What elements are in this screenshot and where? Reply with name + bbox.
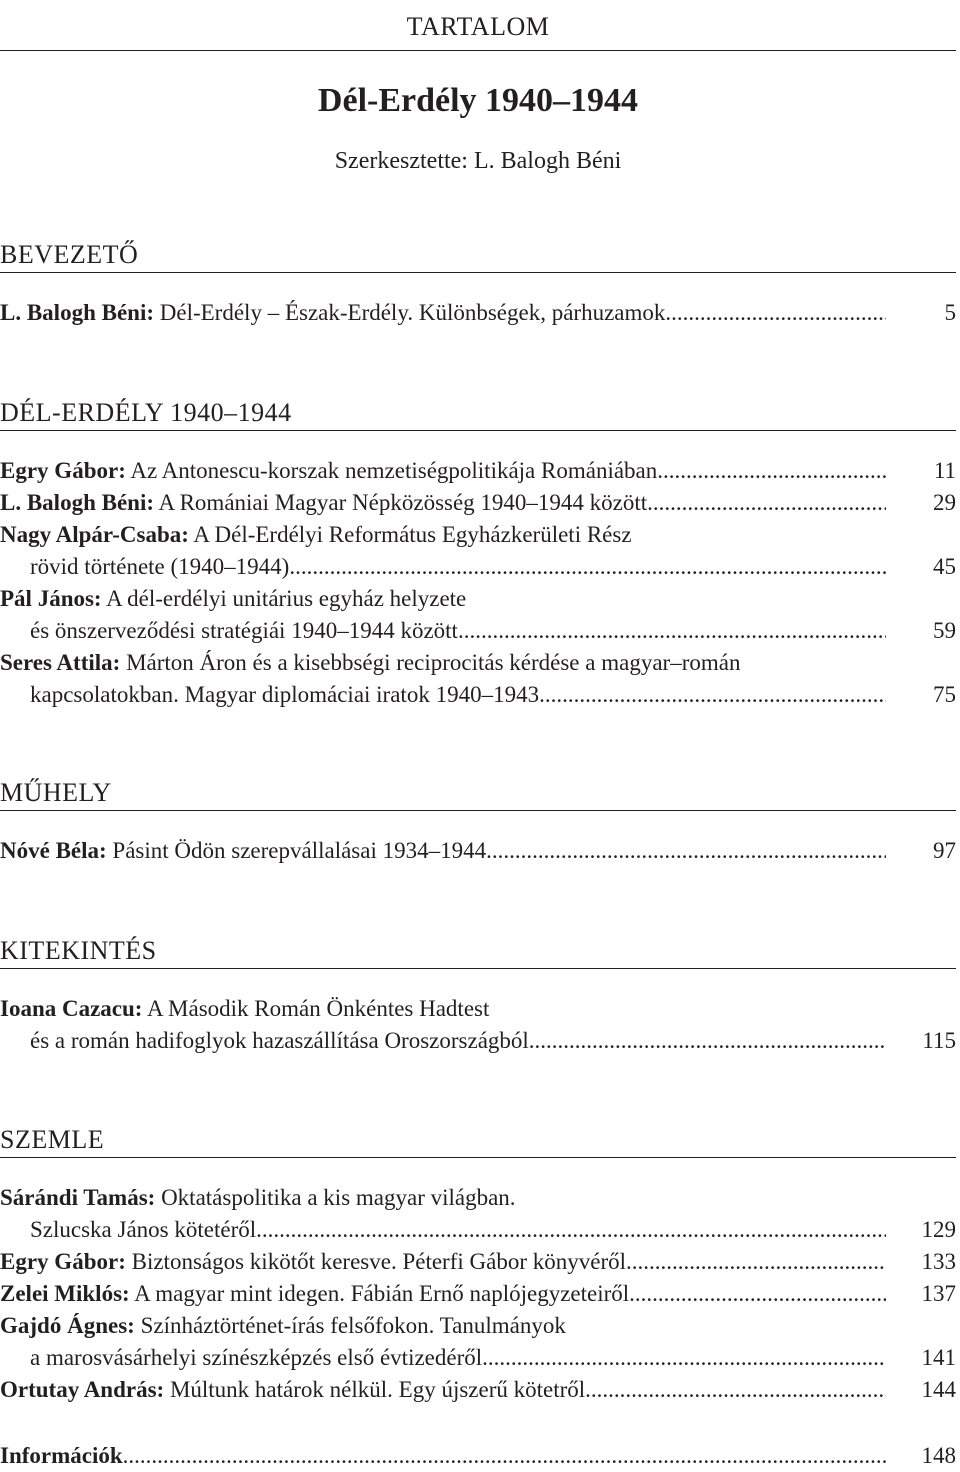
toc-entry[interactable] <box>0 647 956 711</box>
entry-title: A magyar mint idegen. Fábián Ernő naplójegyzeteiről <box>134 1281 630 1306</box>
section-rule <box>0 430 956 431</box>
entry-author: Egry Gábor: <box>0 1249 126 1274</box>
entry-author: Ioana Cazacu: <box>0 996 143 1021</box>
section-info <box>0 1440 956 1472</box>
entry-title: Pásint Ödön szerepvállalásai 1934–1944 <box>112 838 487 863</box>
toc-entry[interactable] <box>0 1182 956 1246</box>
leader-dots <box>289 551 886 583</box>
section-rule <box>0 810 956 811</box>
leader-dots <box>256 1214 886 1246</box>
toc-entry[interactable] <box>0 297 956 329</box>
entry-page: 59 <box>933 618 956 643</box>
entry-page: 129 <box>921 1217 956 1242</box>
entry-page: 137 <box>921 1281 956 1306</box>
entry-author: Gajdó Ágnes: <box>0 1313 135 1338</box>
entry-page: 133 <box>921 1249 956 1274</box>
toc-entry-info[interactable] <box>0 1440 956 1472</box>
leader-dots <box>539 679 886 711</box>
leader-dots <box>665 297 886 329</box>
entry-title: Biztonságos kikötőt keresve. Péterfi Gábor könyvéről <box>131 1249 626 1274</box>
leader-dots <box>123 1440 886 1472</box>
entry-title: A dél-erdélyi unitárius egyház helyzete <box>106 586 467 611</box>
leader-dots <box>647 487 886 519</box>
entry-author: L. Balogh Béni: <box>0 300 155 325</box>
section-kitekintes <box>0 936 956 1057</box>
header-label: TARTALOM <box>406 12 550 41</box>
entry-title: Múltunk határok nélkül. Egy újszerű kötetről <box>169 1377 586 1402</box>
leader-dots <box>486 835 886 867</box>
section-rule <box>0 272 956 273</box>
toc-entry[interactable] <box>0 487 956 519</box>
entry-author: Seres Attila: <box>0 650 121 675</box>
toc-entry[interactable] <box>0 1278 956 1310</box>
section-heading: MŰHELY <box>0 778 112 807</box>
entry-title: Az Antonescu-korszak nemzetiségpolitikája Romániában <box>130 458 658 483</box>
section-heading: DÉL-ERDÉLY 1940–1944 <box>0 398 292 427</box>
entry-title-continued: rövid története (1940–1944) <box>30 554 290 579</box>
toc-entry[interactable] <box>0 993 956 1057</box>
entry-page: 141 <box>921 1345 956 1370</box>
entry-page: 11 <box>933 458 956 483</box>
entry-page: 45 <box>933 554 956 579</box>
toc-entry[interactable] <box>0 1310 956 1374</box>
entry-title: Dél-Erdély – Észak-Erdély. Különbségek, párhuzamok <box>159 300 666 325</box>
section-rule <box>0 1157 956 1158</box>
leader-dots <box>482 1342 886 1374</box>
leader-dots <box>529 1025 886 1057</box>
leader-dots <box>657 455 886 487</box>
entry-title-continued: Szlucska János kötetéről <box>30 1217 257 1242</box>
header-rule <box>0 50 956 51</box>
entry-author: Nagy Alpár-Csaba: <box>0 522 189 547</box>
entry-author: Sárándi Tamás: <box>0 1185 156 1210</box>
entry-title: Oktatáspolitika a kis magyar világban. <box>161 1185 516 1210</box>
section-heading: BEVEZETŐ <box>0 240 139 269</box>
entry-page: 5 <box>944 300 956 325</box>
entry-page: 97 <box>933 838 956 863</box>
entry-page: 148 <box>921 1443 956 1468</box>
entry-author: L. Balogh Béni: <box>0 490 155 515</box>
entry-author: Pál János: <box>0 586 102 611</box>
toc-entry[interactable] <box>0 519 956 583</box>
info-label: Információk <box>0 1443 123 1468</box>
book-title: Dél-Erdély 1940–1944 <box>317 82 639 119</box>
entry-title: Márton Áron és a kisebbségi reciprocitás kérdése a magyar–román <box>126 650 741 675</box>
section-bevezeto <box>0 240 956 329</box>
entry-page: 115 <box>922 1028 956 1053</box>
leader-dots <box>629 1278 886 1310</box>
book-editor: Szerkesztette: L. Balogh Béni <box>334 148 622 174</box>
toc-entry[interactable] <box>0 1246 956 1278</box>
leader-dots <box>626 1246 886 1278</box>
section-szemle <box>0 1125 956 1406</box>
entry-page: 75 <box>933 682 956 707</box>
section-muhely <box>0 778 956 867</box>
entry-author: Ortutay András: <box>0 1377 165 1402</box>
entry-title-continued: a marosvásárhelyi színészképzés első évtizedéről <box>30 1345 483 1370</box>
entry-title: A Romániai Magyar Népközösség 1940–1944 között <box>158 490 648 515</box>
leader-dots <box>458 615 886 647</box>
toc-entry[interactable] <box>0 455 956 487</box>
entry-title: Színháztörténet-írás felsőfokon. Tanulmányok <box>140 1313 566 1338</box>
entry-page: 144 <box>921 1377 956 1402</box>
entry-author: Zelei Miklós: <box>0 1281 130 1306</box>
section-del-erdely <box>0 398 956 711</box>
leader-dots <box>585 1374 886 1406</box>
entry-page: 29 <box>933 490 956 515</box>
section-rule <box>0 968 956 969</box>
entry-title-continued: kapcsolatokban. Magyar diplomáciai iratok 1940–1943 <box>30 682 540 707</box>
entry-author: Egry Gábor: <box>0 458 126 483</box>
entry-author: Nóvé Béla: <box>0 838 107 863</box>
entry-title-continued: és önszerveződési stratégiái 1940–1944 között <box>30 618 458 643</box>
section-heading: SZEMLE <box>0 1125 105 1154</box>
toc-entry[interactable] <box>0 1374 956 1406</box>
toc-entry[interactable] <box>0 583 956 647</box>
toc-entry[interactable] <box>0 835 956 867</box>
entry-title: A Második Román Önkéntes Hadtest <box>146 996 490 1021</box>
entry-title-continued: és a román hadifoglyok hazaszállítása Oroszországból <box>30 1028 529 1053</box>
section-heading: KITEKINTÉS <box>0 936 157 965</box>
entry-title: A Dél-Erdélyi Református Egyházkerületi Rész <box>193 522 632 547</box>
